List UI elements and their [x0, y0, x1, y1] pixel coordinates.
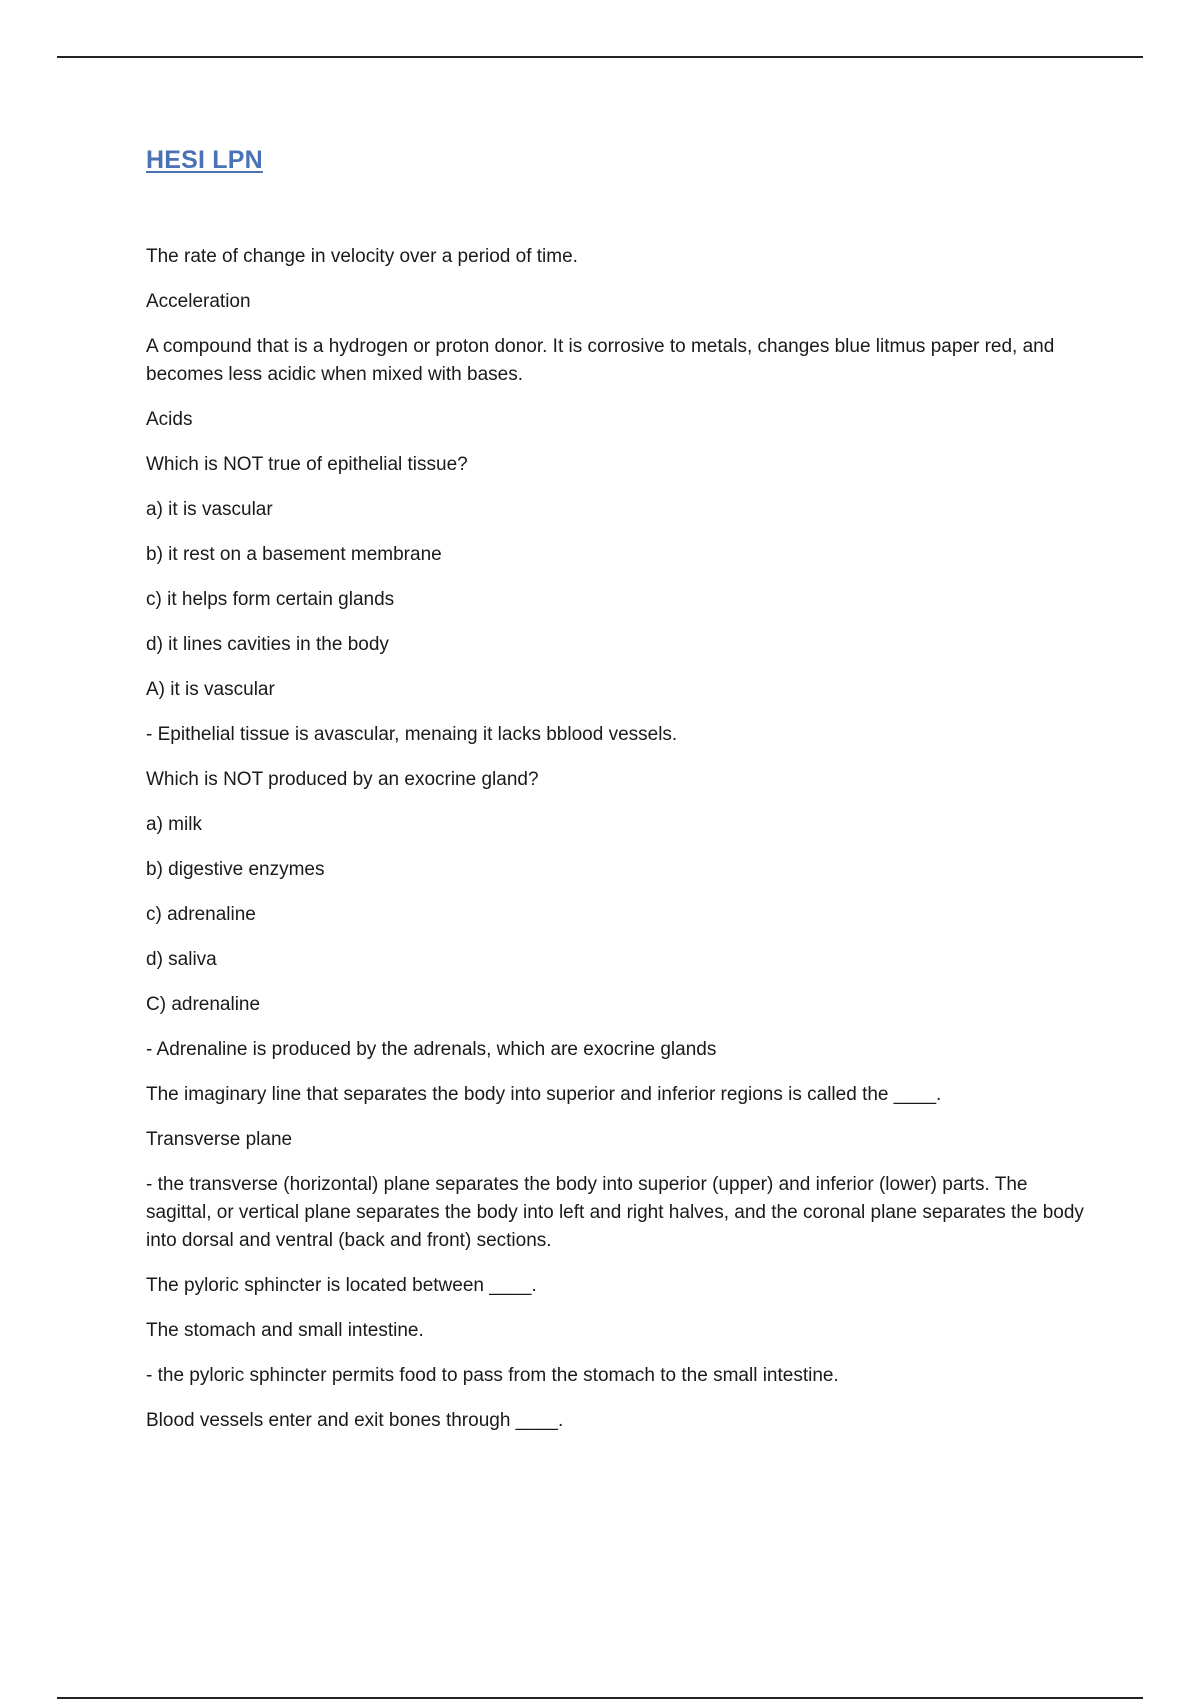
paragraph: - Adrenaline is produced by the adrenals, which are exocrine glands [146, 1039, 717, 1060]
paragraph: Acids [146, 409, 193, 430]
paragraph: A compound that is a hydrogen or proton donor. It is corrosive to metals, changes blue litmus paper red, and becomes less acidic when mixed with bases. [146, 336, 1055, 385]
paragraph: The rate of change in velocity over a period of time. [146, 246, 578, 267]
paragraph: The stomach and small intestine. [146, 1320, 424, 1341]
paragraph: d) it lines cavities in the body [146, 634, 389, 655]
paragraph: A) it is vascular [146, 679, 275, 700]
paragraph: c) it helps form certain glands [146, 589, 395, 610]
paragraph: Transverse plane [146, 1129, 293, 1150]
paragraph: Which is NOT true of epithelial tissue? [146, 454, 468, 475]
paragraph: - Epithelial tissue is avascular, menaing it lacks bblood vessels. [146, 724, 678, 745]
top-divider [57, 56, 1143, 58]
paragraph: Acceleration [146, 291, 251, 312]
page-title: HESI LPN [146, 146, 263, 174]
paragraph: The pyloric sphincter is located between ____. [146, 1275, 537, 1296]
paragraph: a) it is vascular [146, 499, 273, 520]
paragraph: Which is NOT produced by an exocrine gland? [146, 769, 539, 790]
paragraph: - the pyloric sphincter permits food to pass from the stomach to the small intestine. [146, 1365, 839, 1386]
paragraph: C) adrenaline [146, 994, 261, 1015]
paragraph: b) it rest on a basement membrane [146, 544, 442, 565]
paragraph: c) adrenaline [146, 904, 256, 925]
paragraph: a) milk [146, 814, 202, 835]
paragraph: Blood vessels enter and exit bones through ____. [146, 1410, 564, 1431]
paragraph: - the transverse (horizontal) plane separates the body into superior (upper) and inferior (lower) parts. The sagittal, or vertical plane separates the body into left and right halves, and the coronal plane separates the body into dorsal and ventral (back and front) sections. [146, 1174, 1084, 1251]
paragraph: The imaginary line that separates the body into superior and inferior regions is called the ____. [146, 1084, 942, 1105]
document-body [146, 243, 1096, 1452]
paragraph: b) digestive enzymes [146, 859, 325, 880]
bottom-divider [57, 1697, 1143, 1699]
paragraph: d) saliva [146, 949, 217, 970]
